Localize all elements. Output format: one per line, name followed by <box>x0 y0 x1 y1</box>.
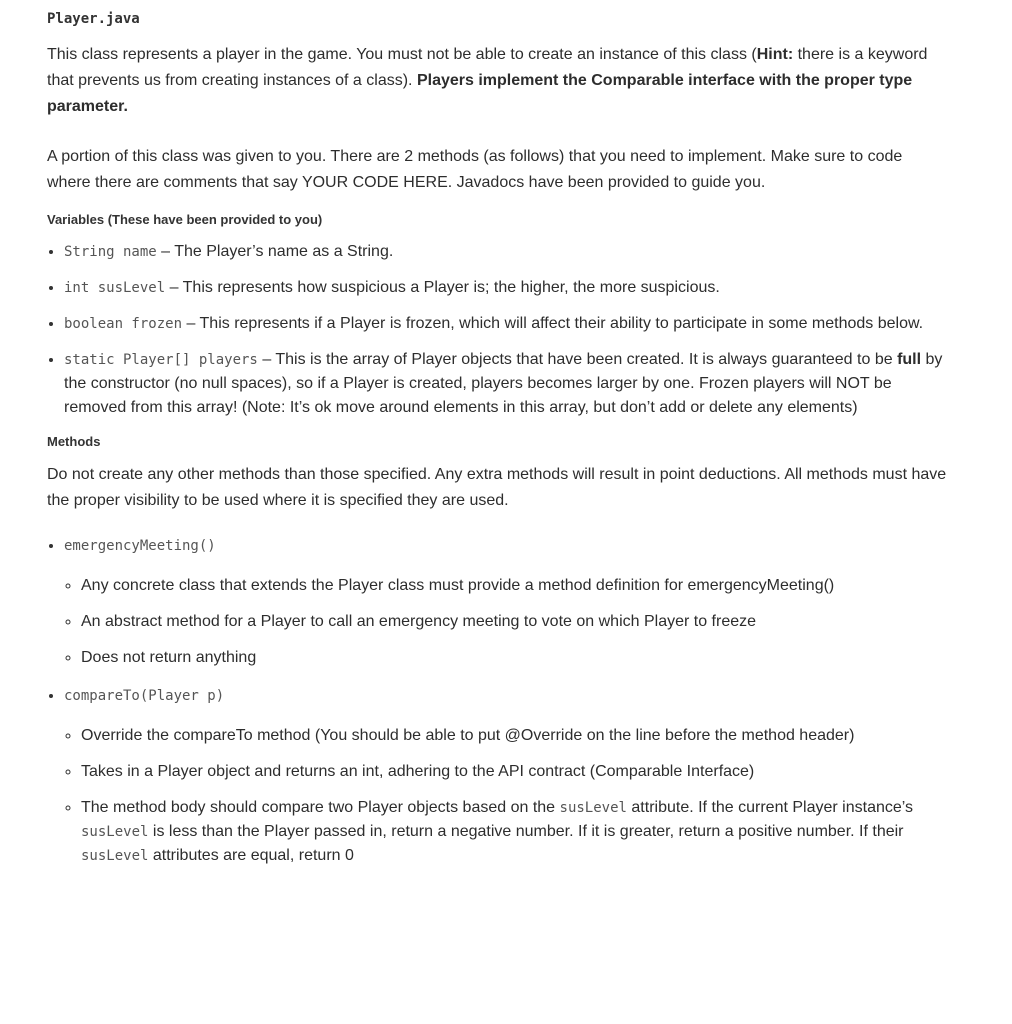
list-item: ◦ Any concrete class that extends the Player class must provide a method definition for emergencyMeeting() <box>81 574 947 598</box>
method-item <box>64 684 947 868</box>
portion-paragraph: A portion of this class was given to you. There are 2 methods (as follows) that you need to implement. Make sure to code where there are comments that say YOUR CODE HERE. Javadocs have been provided to guide you. <box>47 148 903 191</box>
intro-paragraph <box>47 42 947 120</box>
text-segment: attributes are equal, return 0 <box>148 847 354 864</box>
text-segment: attribute. If the current Player instance’s <box>626 799 914 816</box>
list-item <box>64 240 947 264</box>
hint-label: Hint: <box>756 46 794 63</box>
variable-code: int susLevel <box>64 280 166 296</box>
methods-list <box>47 534 947 868</box>
method-signature: compareTo(Player p) <box>64 688 225 704</box>
methods-heading: Methods <box>47 434 101 449</box>
list-item: ◦ Override the compareTo method (You should be able to put @Override on the line before the method header) <box>81 724 947 748</box>
variables-list <box>47 240 947 420</box>
list-item <box>64 312 947 336</box>
method-details <box>64 724 947 868</box>
method-signature: emergencyMeeting() <box>64 538 216 554</box>
inline-code: susLevel <box>559 800 627 816</box>
variables-heading: Variables (These have been provided to you) <box>47 212 323 227</box>
variable-desc: – This represents how suspicious a Player is; the higher, the more suspicious. <box>165 279 720 296</box>
method-item <box>64 534 947 670</box>
variable-desc-2: by the constructor (no null spaces), so if a Player is created, players becomes larger by one. Frozen players will NOT be removed from this array! (Note: It’s ok move around elements in this array, but don’t add or delete any elements) <box>64 351 943 416</box>
method-details <box>64 574 947 670</box>
intro-text-2: there is a keyword that prevents us from creating instances of a class). <box>47 46 928 89</box>
list-item <box>81 796 947 868</box>
file-title: Player.java <box>47 11 140 27</box>
variable-desc: – The Player’s name as a String. <box>156 243 394 260</box>
variable-desc: – This represents if a Player is frozen, which will affect their ability to participate in some methods below. <box>182 315 924 332</box>
text-segment: The method body should compare two Player objects based on the <box>81 799 560 816</box>
bold-full: full <box>897 351 922 368</box>
methods-description: Do not create any other methods than those specified. Any extra methods will result in point deductions. All methods must have the proper visibility to be used where it is specified they are used. <box>47 466 947 509</box>
text-segment: is less than the Player passed in, return a negative number. If it is greater, return a positive number. If their <box>148 823 904 840</box>
list-item <box>64 276 947 300</box>
inline-code: susLevel <box>81 824 149 840</box>
variable-code: String name <box>64 244 157 260</box>
list-item: ◦ Does not return anything <box>81 646 947 670</box>
variable-code: boolean frozen <box>64 316 183 332</box>
variable-desc: – This is the array of Player objects that have been created. It is always guaranteed to be <box>257 351 898 368</box>
list-item: ◦ Takes in a Player object and returns an int, adhering to the API contract (Comparable Interface) <box>81 760 947 784</box>
intro-text: This class represents a player in the game. You must not be able to create an instance of this class ( <box>47 46 757 63</box>
list-item: ◦ An abstract method for a Player to call an emergency meeting to vote on which Player to freeze <box>81 610 947 634</box>
variable-code: static Player[] players <box>64 352 258 368</box>
inline-code: susLevel <box>81 848 149 864</box>
list-item <box>64 348 947 420</box>
intro-bold-requirement: Players implement the Comparable interface with the proper type parameter. <box>47 72 913 115</box>
